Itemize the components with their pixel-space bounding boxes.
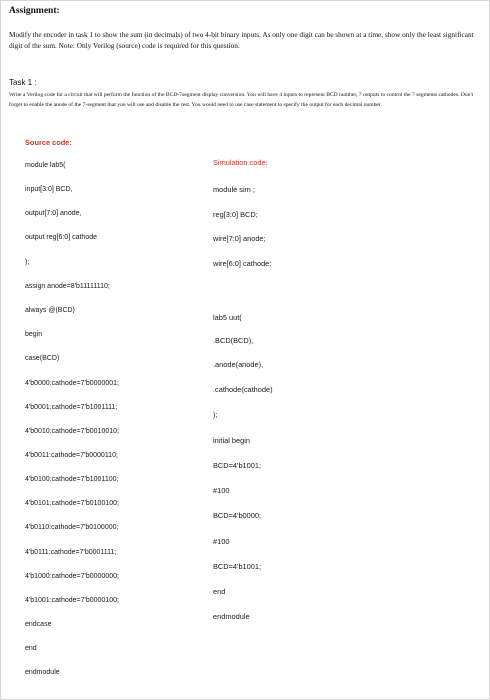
- source-line: endmodule: [25, 669, 60, 676]
- source-line: 4'b0110:cathode=7'b0100000;: [25, 524, 119, 531]
- source-line: always @(BCD): [25, 307, 75, 314]
- assignment-body: Modify the encoder in task 1 to show the sum (in decimals) of two 4-bit binary inputs. As only one digit can be shown at a time, show only the least significant digit of the sum. Note: Only Verilog (source) code is required for this question.: [9, 30, 474, 50]
- task-title: Task 1 :: [9, 78, 37, 87]
- simulation-line: BCD=4'b1001;: [213, 562, 262, 571]
- simulation-line: wire[6:0] cathode;: [213, 259, 272, 268]
- source-line: 4'b0100:cathode=7'b1001100;: [25, 476, 119, 483]
- simulation-line: #100: [213, 486, 230, 495]
- simulation-line: end: [213, 587, 226, 596]
- assignment-title: Assignment:: [9, 6, 60, 16]
- source-line: assign anode=8'b11111110;: [25, 283, 110, 290]
- source-line: case(BCD): [25, 355, 60, 362]
- source-line: input[3:0] BCD,: [25, 186, 73, 193]
- source-line: begin: [25, 331, 43, 338]
- simulation-line: wire[7:0] anode;: [213, 234, 266, 243]
- simulation-line: .BCD(BCD),: [213, 336, 254, 345]
- simulation-code-label: Simulation code:: [213, 158, 268, 167]
- source-line: end: [25, 645, 37, 652]
- simulation-line: );: [213, 410, 218, 419]
- source-line: );: [25, 259, 30, 266]
- source-line: 4'b0101:cathode=7'b0100100;: [25, 500, 119, 507]
- source-line: module lab5(: [25, 162, 66, 169]
- simulation-line: BCD=4'b0000;: [213, 511, 262, 520]
- simulation-line: module sim ;: [213, 185, 255, 194]
- source-line: output[7:0] anode,: [25, 210, 82, 217]
- source-line: 4'b0000:cathode=7'b0000001;: [25, 380, 119, 387]
- source-line: 4'b0011:cathode=7'b0000110;: [25, 452, 118, 459]
- source-line: 4'b0010:cathode=7'b0010010;: [25, 428, 119, 435]
- source-line: 4'b0001:cathode=7'b1001111;: [25, 404, 118, 411]
- simulation-line: #100: [213, 537, 230, 546]
- task-body: Write a Verilog code for a circuit that will perform the function of the BCD-7segment display conversion. You will have 4 inputs to represent BCD number, 7 outputs to control the 7 segments cathodes. Don't forget to enable the anode of the 7-segment that you will use and disable the rest. You would need to use case statement to specify the output for each decimal number.: [9, 92, 474, 108]
- simulation-line: .anode(anode),: [213, 360, 264, 369]
- simulation-line: lab5 uut(: [213, 313, 242, 322]
- simulation-line: .cathode(cathode): [213, 385, 273, 394]
- source-code-label: Source code:: [25, 138, 72, 147]
- source-line: 4'b1000:cathode=7'b0000000;: [25, 573, 119, 580]
- source-line: 4'b1001:cathode=7'b0000100;: [25, 597, 119, 604]
- source-line: endcase: [25, 621, 52, 628]
- simulation-line: endmodule: [213, 612, 250, 621]
- simulation-line: initial begin: [213, 436, 250, 445]
- source-line: 4'b0111:cathode=7'b0001111;: [25, 549, 117, 556]
- source-line: output reg[6:0] cathode: [25, 234, 97, 241]
- simulation-line: BCD=4'b1001;: [213, 461, 262, 470]
- simulation-line: reg[3:0] BCD;: [213, 210, 258, 219]
